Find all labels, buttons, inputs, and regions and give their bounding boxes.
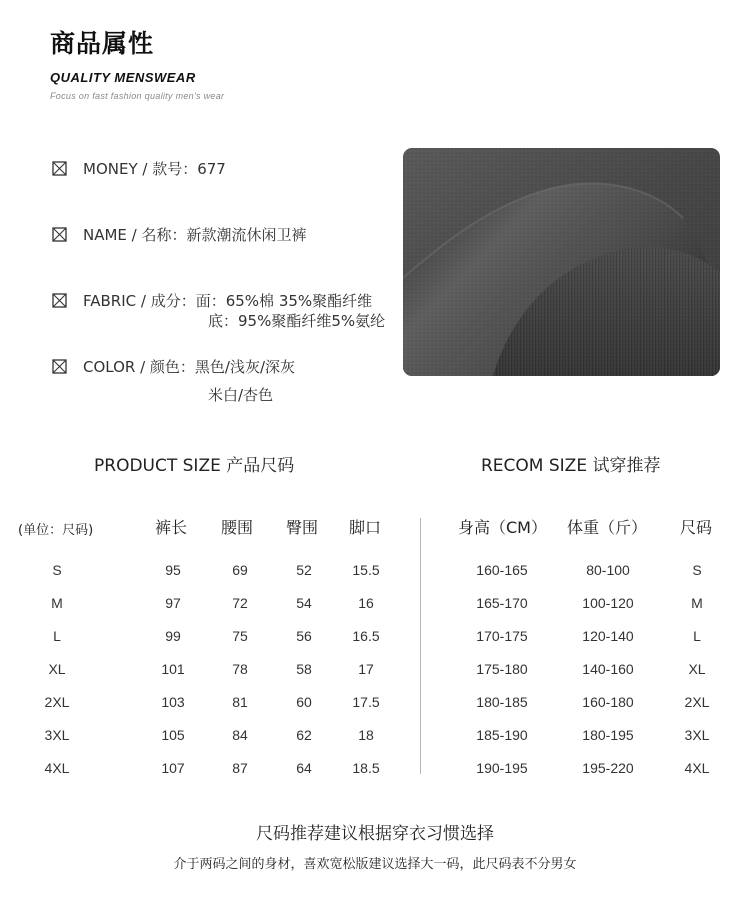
- height-cell: 185-190: [476, 727, 528, 743]
- size-cell: 4XL: [44, 760, 70, 776]
- height-cell: 160-165: [476, 562, 528, 578]
- rec-size-cell: L: [693, 628, 701, 644]
- rec-size-cell: S: [692, 562, 702, 578]
- hip-cell: 52: [296, 562, 312, 578]
- rec-size-cell: XL: [688, 661, 706, 677]
- attr-money-label: MONEY / 款号：677: [83, 160, 226, 178]
- checkbox-x-icon: [52, 293, 67, 308]
- hem-cell: 15.5: [352, 562, 380, 578]
- hip-cell: 60: [296, 694, 312, 710]
- height-cell: 165-170: [476, 595, 528, 611]
- length-cell: 97: [165, 595, 181, 611]
- hip-cell: 64: [296, 760, 312, 776]
- brand-tagline: Focus on fast fashion quality men's wear: [50, 91, 225, 101]
- hem-cell: 16.5: [352, 628, 380, 644]
- waist-cell: 81: [232, 694, 248, 710]
- hip-cell: 54: [296, 595, 312, 611]
- col-head-hem: 脚口: [349, 518, 382, 537]
- hem-cell: 17.5: [352, 694, 380, 710]
- weight-cell: 80-100: [586, 562, 630, 578]
- size-cell: S: [52, 562, 62, 578]
- col-head-size: 尺码: [680, 518, 713, 537]
- hip-cell: 62: [296, 727, 312, 743]
- product-size-heading: PRODUCT SIZE 产品尺码: [94, 456, 295, 476]
- size-cell: XL: [48, 661, 66, 677]
- page-title: 商品属性: [50, 29, 155, 58]
- hip-cell: 58: [296, 661, 312, 677]
- rec-size-cell: 3XL: [684, 727, 710, 743]
- height-cell: 190-195: [476, 760, 528, 776]
- attr-fabric-value-2: 底：95%聚酯纤维5%氨纶: [208, 312, 386, 330]
- length-cell: 107: [161, 760, 185, 776]
- footer-note-detail: 介于两码之间的身材，喜欢宽松版建议选择大一码，此尺码表不分男女: [173, 857, 577, 872]
- height-cell: 180-185: [476, 694, 528, 710]
- col-head-length: 裤长: [155, 518, 188, 537]
- table-divider: [420, 518, 421, 774]
- footer-note-title: 尺码推荐建议根据穿衣习惯选择: [256, 824, 494, 844]
- unit-label: (单位：尺码): [18, 523, 94, 538]
- length-cell: 103: [161, 694, 185, 710]
- weight-cell: 140-160: [582, 661, 634, 677]
- col-head-waist: 腰围: [221, 518, 254, 537]
- size-cell: 2XL: [44, 694, 70, 710]
- rec-size-cell: M: [691, 595, 703, 611]
- length-cell: 101: [161, 661, 185, 677]
- rec-size-cell: 2XL: [684, 694, 710, 710]
- waist-cell: 75: [232, 628, 248, 644]
- height-cell: 170-175: [476, 628, 528, 644]
- length-cell: 99: [165, 628, 181, 644]
- checkbox-x-icon: [52, 359, 67, 374]
- col-head-hip: 臀围: [286, 518, 319, 537]
- attr-name-label: NAME / 名称：新款潮流休闲卫裤: [83, 226, 307, 244]
- length-cell: 95: [165, 562, 181, 578]
- hip-cell: 56: [296, 628, 312, 644]
- col-head-weight: 体重（斤）: [567, 518, 648, 537]
- size-cell: 3XL: [44, 727, 70, 743]
- fabric-closeup-image: [403, 148, 720, 376]
- size-cell: L: [53, 628, 61, 644]
- length-cell: 105: [161, 727, 185, 743]
- weight-cell: 195-220: [582, 760, 634, 776]
- size-cell: M: [51, 595, 63, 611]
- weight-cell: 120-140: [582, 628, 634, 644]
- height-cell: 175-180: [476, 661, 528, 677]
- weight-cell: 180-195: [582, 727, 634, 743]
- hem-cell: 18.5: [352, 760, 380, 776]
- attr-color-value-2: 米白/杏色: [208, 386, 274, 404]
- hem-cell: 17: [358, 661, 374, 677]
- waist-cell: 72: [232, 595, 248, 611]
- rec-size-cell: 4XL: [684, 760, 710, 776]
- weight-cell: 100-120: [582, 595, 634, 611]
- hem-cell: 18: [358, 727, 374, 743]
- recom-size-heading: RECOM SIZE 试穿推荐: [481, 456, 661, 476]
- attr-fabric-label: FABRIC / 成分：面：65%棉 35%聚酯纤维: [83, 292, 373, 310]
- weight-cell: 160-180: [582, 694, 634, 710]
- col-head-height: 身高（CM）: [458, 518, 547, 537]
- attr-color-label: COLOR / 颜色：黑色/浅灰/深灰: [83, 358, 296, 376]
- hem-cell: 16: [358, 595, 374, 611]
- brand-subtitle: QUALITY MENSWEAR: [50, 70, 196, 85]
- waist-cell: 69: [232, 562, 248, 578]
- checkbox-x-icon: [52, 227, 67, 242]
- waist-cell: 78: [232, 661, 248, 677]
- waist-cell: 84: [232, 727, 248, 743]
- checkbox-x-icon: [52, 161, 67, 176]
- waist-cell: 87: [232, 760, 248, 776]
